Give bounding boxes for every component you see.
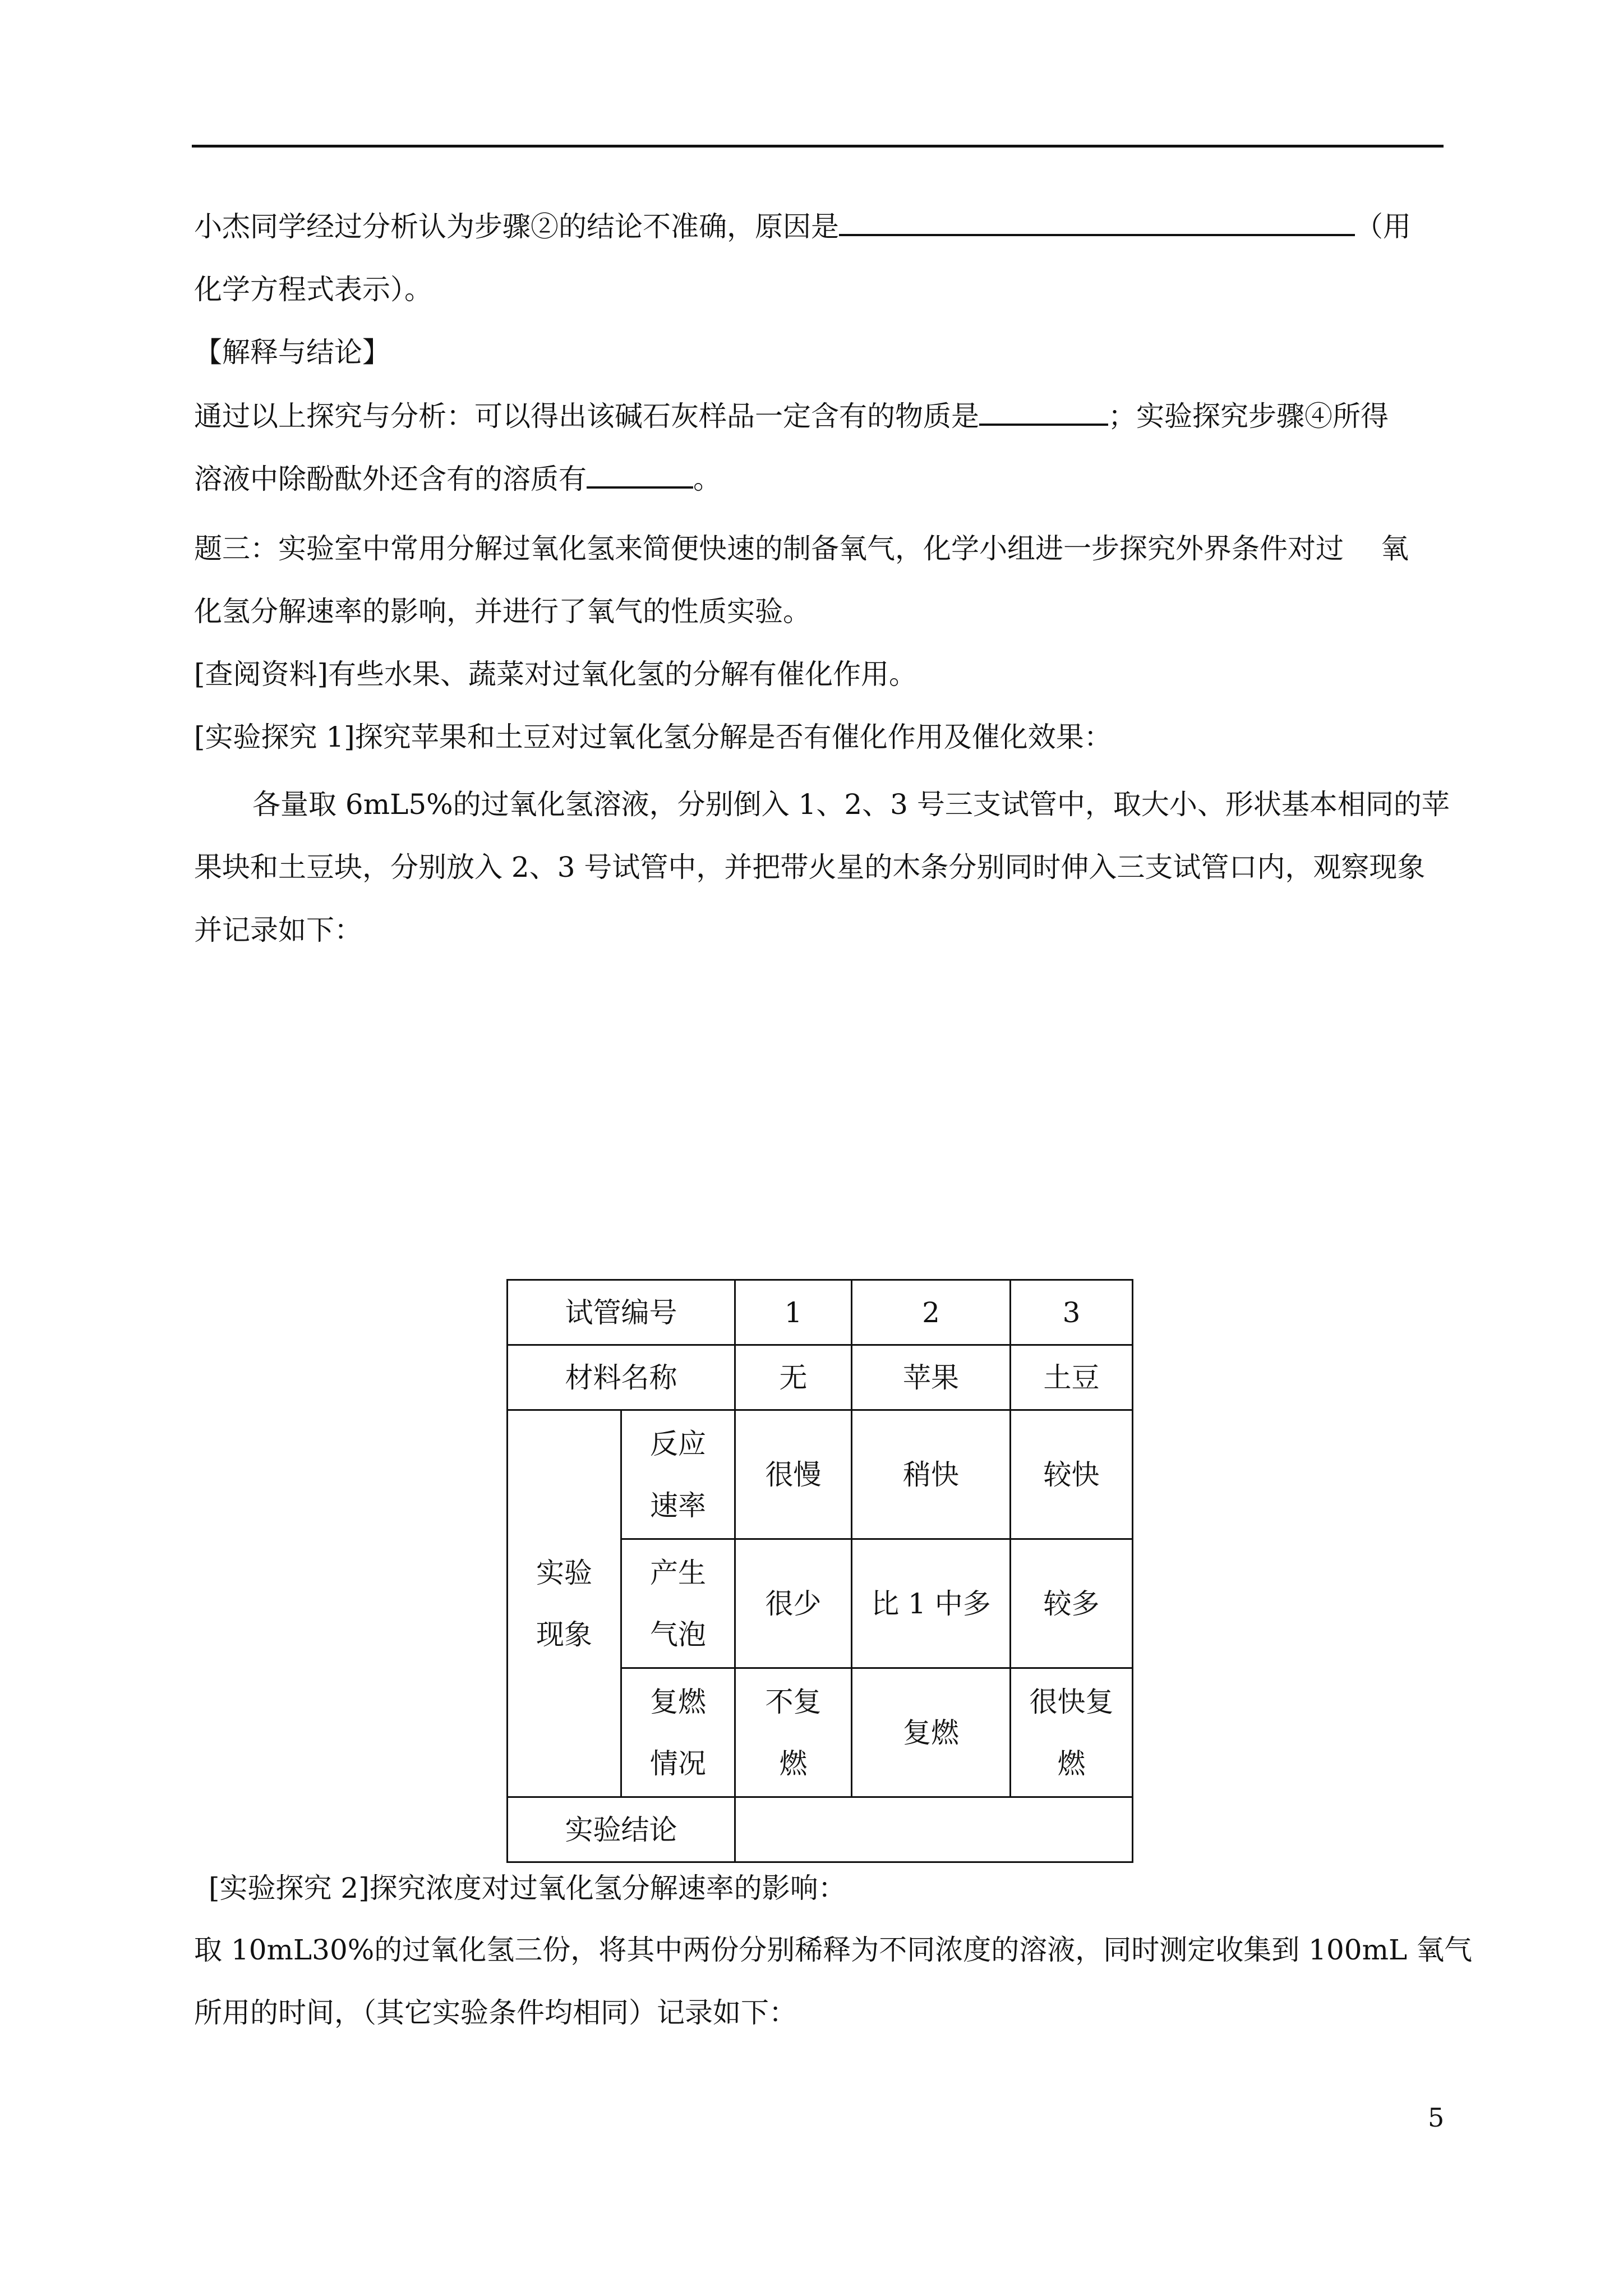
table-cell: 很少 <box>735 1539 852 1668</box>
paragraph-line: 果块和土豆块，分别放入 2、3 号试管中，并把带火星的木条分别同时伸入三支试管口内，观察现象 <box>194 851 1426 884</box>
table-cell: 复燃 <box>852 1668 1011 1797</box>
answer-blank <box>587 462 693 489</box>
conclusion-cell <box>735 1797 1133 1862</box>
paragraph-line: 化学方程式表示）。 <box>194 273 432 306</box>
cell-line: 情况 <box>650 1747 706 1780</box>
table-cell <box>621 1410 735 1539</box>
text: ；实验探究步骤④所得 <box>1108 400 1389 432</box>
paragraph-line <box>194 209 1411 245</box>
experiment-table <box>506 1279 1133 1863</box>
paragraph-line: 题三：实验室中常用分解过氧化氢来简便快速的制备氧气，化学小组进一步探究外界条件对过 氧 <box>194 532 1409 565</box>
paragraph-line: 并记录如下： <box>194 914 362 946</box>
paragraph-line: 各量取 6mL5%的过氧化氢溶液，分别倒入 1、2、3 号三支试管中，取大小、形状基本相同的苹 <box>252 788 1450 821</box>
table-cell: 较多 <box>1011 1539 1133 1668</box>
cell-line: 很快复 <box>1029 1685 1114 1718</box>
table-cell: 实验结论 <box>508 1797 735 1862</box>
table-row <box>508 1410 1133 1539</box>
text: 通过以上探究与分析：可以得出该碱石灰样品一定含有的物质是 <box>194 400 979 432</box>
table-cell: 2 <box>852 1280 1011 1345</box>
table-cell <box>1011 1668 1133 1797</box>
table-row <box>508 1345 1133 1410</box>
cell-line: 不复 <box>765 1685 822 1718</box>
table-cell: 很慢 <box>735 1410 852 1539</box>
cell-line: 燃 <box>1057 1747 1086 1780</box>
paragraph-line <box>194 461 721 497</box>
table-cell: 土豆 <box>1011 1345 1133 1410</box>
table-cell: 较快 <box>1011 1410 1133 1539</box>
table-cell: 比 1 中多 <box>852 1539 1011 1668</box>
text: 溶液中除酚酞外还含有的溶质有 <box>194 463 587 495</box>
text: 小杰同学经过分析认为步骤②的结论不准确，原因是 <box>194 210 839 243</box>
table-cell <box>735 1668 852 1797</box>
table-cell <box>508 1410 621 1797</box>
cell-line: 复燃 <box>650 1685 706 1718</box>
header-rule <box>192 145 1444 148</box>
table-cell: 苹果 <box>852 1345 1011 1410</box>
text: （用 <box>1355 210 1411 243</box>
paragraph-line: [实验探究 1]探究苹果和土豆对过氧化氢分解是否有催化作用及催化效果： <box>194 721 1112 753</box>
cell-line: 速率 <box>650 1489 706 1522</box>
paragraph-line: 所用的时间，（其它实验条件均相同）记录如下： <box>194 1996 797 2029</box>
cell-line: 实验 <box>536 1556 592 1589</box>
table-cell: 1 <box>735 1280 852 1345</box>
cell-line: 产生 <box>650 1556 706 1589</box>
table-row <box>508 1797 1133 1862</box>
paragraph-line <box>194 398 1389 434</box>
text: 。 <box>693 463 721 495</box>
page-number: 5 <box>1428 2102 1445 2133</box>
table-cell: 稍快 <box>852 1410 1011 1539</box>
table-cell <box>621 1539 735 1668</box>
paragraph-line: [查阅资料]有些水果、蔬菜对过氧化氢的分解有催化作用。 <box>194 658 917 691</box>
cell-line: 燃 <box>779 1747 808 1780</box>
cell-line: 现象 <box>536 1618 592 1651</box>
cell-line: 反应 <box>650 1427 706 1460</box>
answer-blank <box>839 209 1355 236</box>
table-cell: 3 <box>1011 1280 1133 1345</box>
table-row <box>508 1280 1133 1345</box>
paragraph-line: 化氢分解速率的影响，并进行了氧气的性质实验。 <box>194 595 811 628</box>
table-cell: 试管编号 <box>508 1280 735 1345</box>
paragraph-line: [实验探究 2]探究浓度对过氧化氢分解速率的影响： <box>209 1872 846 1904</box>
cell-line: 气泡 <box>650 1618 706 1651</box>
answer-blank <box>979 399 1108 426</box>
table-cell <box>621 1668 735 1797</box>
paragraph-line: 取 10mL30%的过氧化氢三份，将其中两份分别稀释为不同浓度的溶液，同时测定收集到 100mL 氧气 <box>194 1934 1473 1966</box>
table-cell: 无 <box>735 1345 852 1410</box>
table-cell: 材料名称 <box>508 1345 735 1410</box>
section-heading: 【解释与结论】 <box>194 336 390 369</box>
